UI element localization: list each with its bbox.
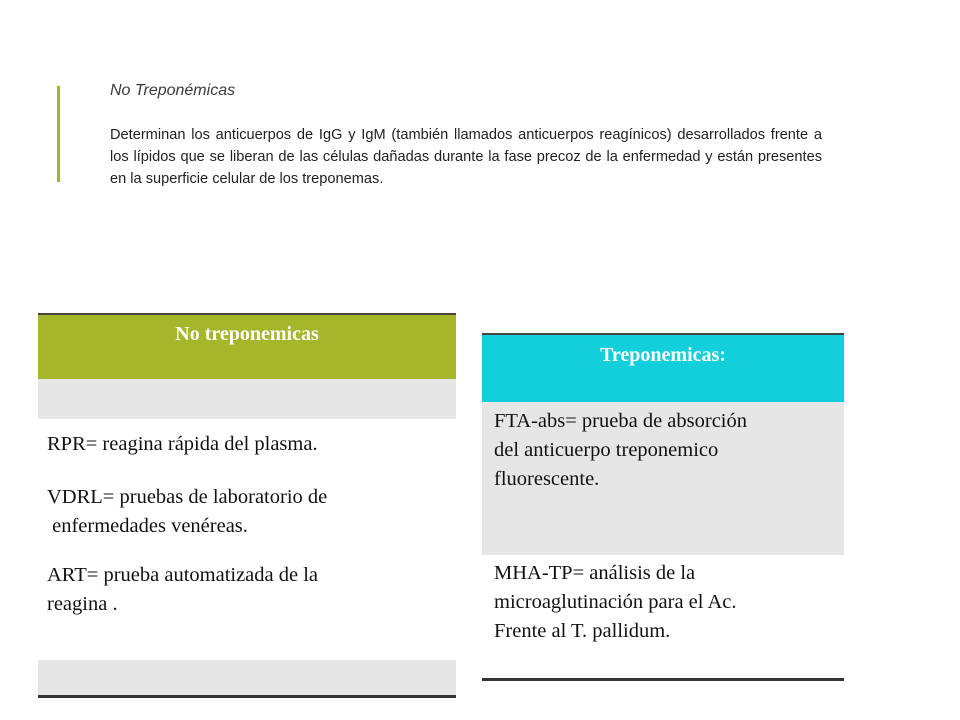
table-row	[38, 419, 456, 660]
row-line: FTA-abs= prueba de absorción	[494, 410, 747, 432]
section-subtitle: No Treponémicas	[110, 82, 236, 99]
description-paragraph: Determinan los anticuerpos de IgG y IgM (también llamados anticuerpos reagínicos) desarrollados frente a los lípidos que se liberan de las células dañadas durante la fase precoz de la enfermedad y están presentes en la superficie celular de los treponemas.	[110, 127, 822, 187]
row-line: fluorescente.	[494, 468, 600, 490]
table-row-mha-tp	[482, 555, 844, 681]
test-item-art: ART= prueba automatizada de la	[47, 564, 319, 586]
test-item-art-cont: reagina .	[47, 593, 118, 615]
row-line: Frente al T. pallidum.	[494, 620, 671, 642]
test-item-vdrl: VDRL= pruebas de laboratorio de	[47, 486, 328, 508]
table-header: No treponemicas	[38, 313, 456, 379]
table-row-fta-abs	[482, 402, 844, 555]
accent-bar	[57, 86, 60, 182]
table-row-empty	[38, 379, 456, 419]
row-line: del anticuerpo treponemico	[494, 439, 719, 461]
table-row-empty	[38, 660, 456, 698]
test-item-rpr: RPR= reagina rápida del plasma.	[47, 433, 318, 455]
table-header: Treponemicas:	[482, 333, 844, 402]
test-item-vdrl-cont: enfermedades venéreas.	[47, 515, 248, 537]
treponemicas-table	[482, 333, 844, 681]
no-treponemicas-table	[38, 313, 456, 698]
row-line: MHA-TP= análisis de la	[494, 562, 696, 584]
row-line: microaglutinación para el Ac.	[494, 591, 737, 613]
